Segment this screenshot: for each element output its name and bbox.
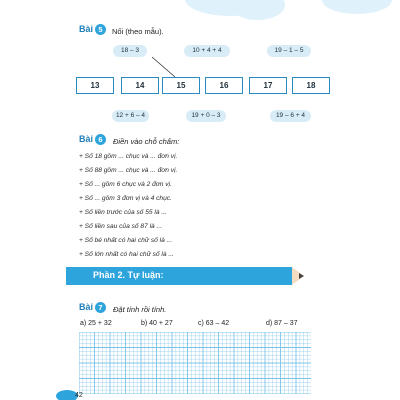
fill-in-line: + Số liền sau của số 87 là ... <box>79 223 163 230</box>
calculation-item: c) 63 – 42 <box>198 320 230 327</box>
fill-in-line: + Số liền trước của số 55 là ... <box>79 209 167 216</box>
exercise-number-badge: 5 <box>95 24 106 35</box>
page-number: 42 <box>75 392 83 399</box>
exercise-7-instruction: Đặt tính rồi tính. <box>113 305 167 314</box>
number-box[interactable]: 15 <box>162 77 200 94</box>
exercise-6-label <box>79 134 106 145</box>
exercise-label-text: Bài <box>79 302 94 312</box>
exercise-label-text: Bài <box>79 134 94 144</box>
expression-pill[interactable]: 12 + 6 – 4 <box>112 110 149 122</box>
expression-pill[interactable]: 19 – 1 – 5 <box>267 45 311 57</box>
calculation-item: b) 40 + 27 <box>141 320 173 327</box>
fill-in-line: + Số lớn nhất có hai chữ số là ... <box>79 251 174 258</box>
number-box[interactable]: 17 <box>249 77 287 94</box>
fill-in-line: + Số ... gồm 3 đơn vị và 4 chục. <box>79 195 172 202</box>
expression-pill[interactable]: 18 – 3 <box>113 45 147 57</box>
number-box[interactable]: 13 <box>76 77 114 94</box>
fill-in-line: + Số 88 gồm ... chục và ... đơn vị. <box>79 167 178 174</box>
section-title: Phần 2. Tự luận: <box>93 270 164 280</box>
calculation-item: a) 25 + 32 <box>80 320 112 327</box>
exercise-label-text: Bài <box>79 24 94 34</box>
number-box[interactable]: 14 <box>121 77 159 94</box>
exercise-7-label <box>79 302 106 313</box>
writing-grid[interactable] <box>79 332 311 394</box>
exercise-number-badge: 6 <box>95 134 106 145</box>
exercise-5-instruction: Nối (theo mẫu). <box>112 27 164 36</box>
fill-in-line: + Số ... gồm 6 chục và 2 đơn vị. <box>79 181 172 188</box>
fill-in-line: + Số bé nhất có hai chữ số là ... <box>79 237 173 244</box>
number-box[interactable]: 18 <box>292 77 330 94</box>
calculation-item: d) 87 – 37 <box>266 320 298 327</box>
expression-pill[interactable]: 19 – 6 + 4 <box>270 110 311 122</box>
fill-in-line: + Số 18 gồm ... chục và ... đơn vị. <box>79 153 178 160</box>
expression-pill[interactable]: 19 + 0 – 3 <box>186 110 226 122</box>
number-box[interactable]: 16 <box>205 77 243 94</box>
exercise-6-instruction: Điền vào chỗ chấm: <box>113 137 180 146</box>
expression-pill[interactable]: 10 + 4 + 4 <box>184 45 230 57</box>
exercise-number-badge: 7 <box>95 302 106 313</box>
